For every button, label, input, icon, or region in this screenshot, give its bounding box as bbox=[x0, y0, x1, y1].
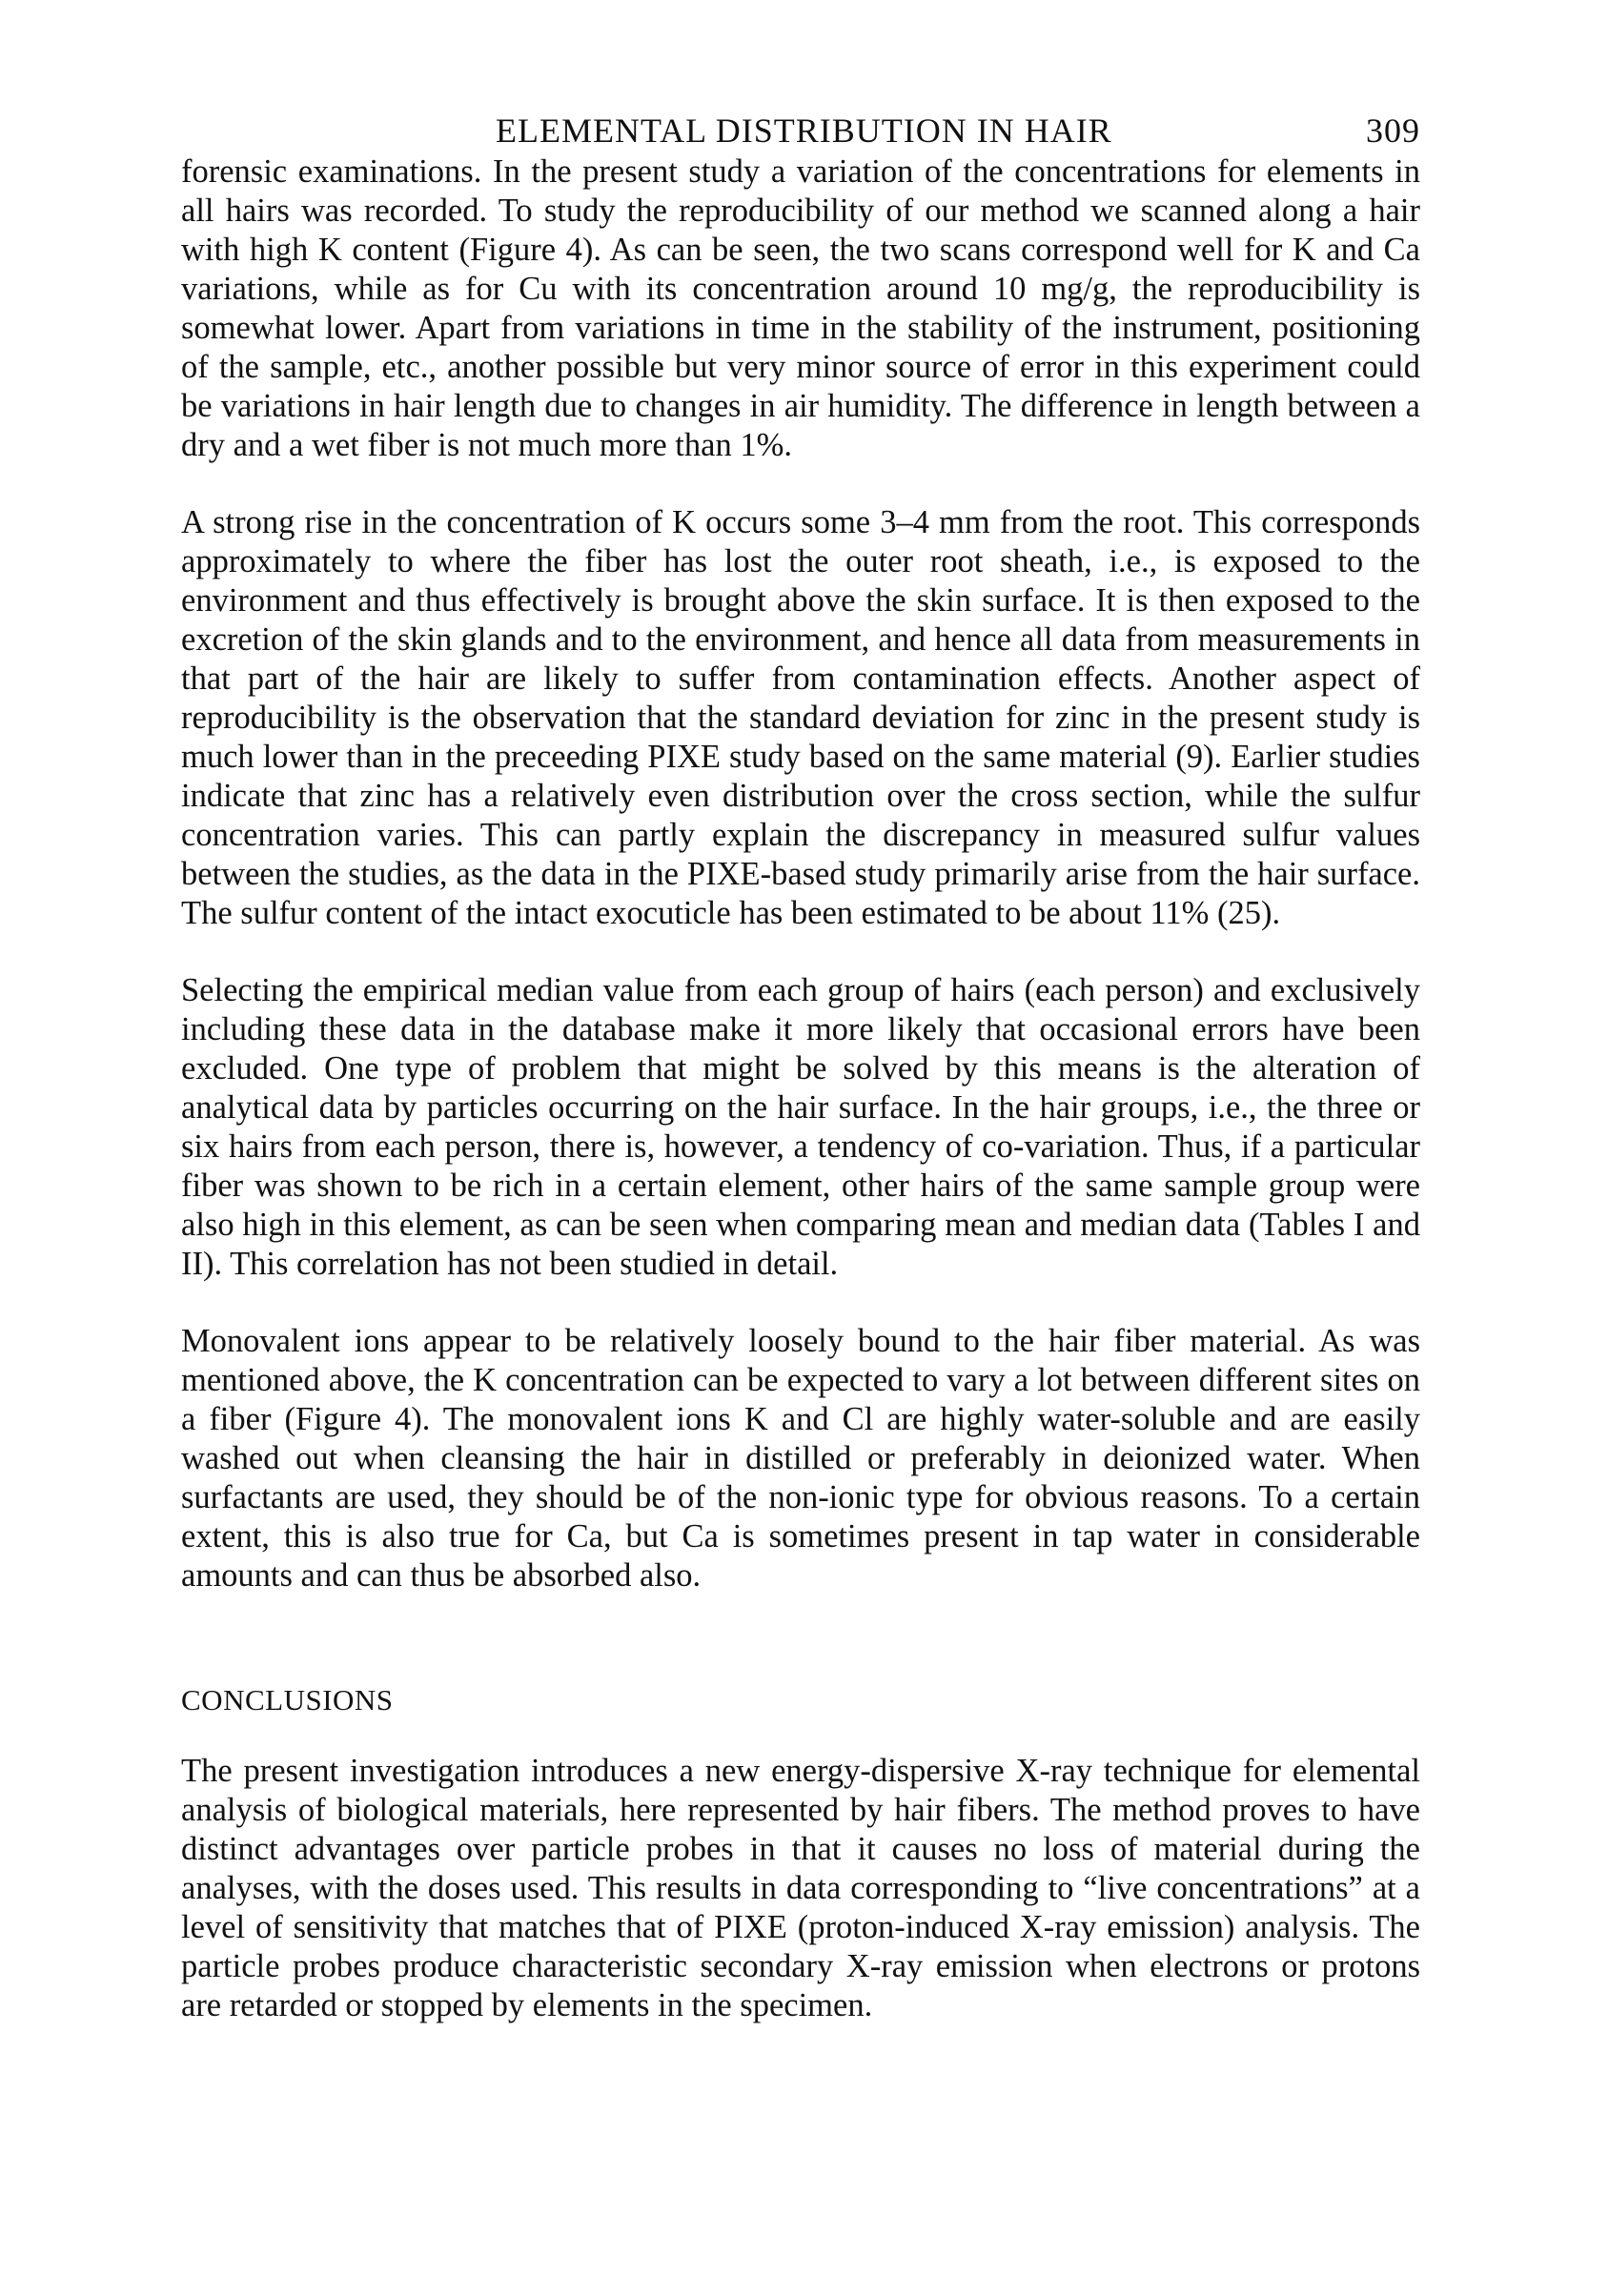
journal-page bbox=[181, 95, 1420, 2025]
paragraph-reproducibility: forensic examinations. In the present study a variation of the concentrations for elements in all hairs was recorded. To study the reproducibility of our method we scanned along a hair with high K content (Figure 4). As can be seen, the two scans correspond well for K and Ca variations, while as for Cu with its concentration around 10 mg/g, the reproducibility is somewhat lower. Apart from variations in time in the stability of the instrument, positioning of the sample, etc., another possible but very minor source of error in this experiment could be variations in hair length due to changes in air humidity. The difference in length between a dry and a wet fiber is not much more than 1%. bbox=[181, 153, 1420, 463]
paragraph-potassium-rise: A strong rise in the concentration of K occurs some 3–4 mm from the root. This corresponds approximately to where the fiber has lost the outer root sheath, i.e., is exposed to the environment and thus effectively is brought above the skin surface. It is then exposed to the excretion of the skin glands and to the environment, and hence all data from measurements in that part of the hair are likely to suffer from contamination effects. Another aspect of reproducibility is the observation that the standard deviation for zinc in the present study is much lower than in the preceeding PIXE study based on the same material (9). Earlier studies indicate that zinc has a relatively even distribution over the cross section, while the sulfur concentration varies. This can partly explain the discrepancy in measured sulfur values between the studies, as the data in the PIXE-based study primarily arise from the hair surface. The sulfur content of the intact exocuticle has been estimated to be about 11% (25). bbox=[181, 504, 1420, 931]
paragraph-conclusions: The present investigation introduces a new energy-dispersive X-ray technique for elemental analysis of biological materials, here represented by hair fibers. The method proves to have distinct advantages over particle probes in that it causes no loss of material during the analyses, with the doses used. This results in data corresponding to “live concentrations” at a level of sensitivity that matches that of PIXE (proton-induced X-ray emission) analysis. The particle probes produce characteristic secondary X-ray emission when electrons or protons are retarded or stopped by elements in the specimen. bbox=[181, 1753, 1420, 2023]
body-text bbox=[181, 152, 1420, 1595]
section-heading: CONCLUSIONS bbox=[181, 1683, 394, 1717]
running-head bbox=[181, 95, 1420, 152]
paragraph-median-selection: Selecting the empirical median value from each group of hairs (each person) and exclusively including these data in the database make it more likely that occasional errors have been excluded. One type of problem that might be solved by this means is the alteration of analytical data by particles occurring on the hair surface. In the hair groups, i.e., the three or six hairs from each person, there is, however, a tendency of co-variation. Thus, if a particular fiber was shown to be rich in a certain element, other hairs of the same sample group were also high in this element, as can be seen when comparing mean and median data (Tables I and II). This correlation has not been studied in detail. bbox=[181, 972, 1420, 1282]
paragraph-monovalent-ions: Monovalent ions appear to be relatively loosely bound to the hair fiber material. As was mentioned above, the K concentration can be expected to vary a lot between different sites on a fiber (Figure 4). The monovalent ions K and Cl are highly water-soluble and are easily washed out when cleansing the hair in distilled or preferably in deionized water. When surfactants are used, they should be of the non-ionic type for obvious reasons. To a certain extent, this is also true for Ca, but Ca is sometimes present in tap water in considerable amounts and can thus be absorbed also. bbox=[181, 1323, 1420, 1594]
conclusions-section bbox=[181, 1683, 1420, 2025]
page-number: 309 bbox=[1366, 112, 1420, 150]
running-title: ELEMENTAL DISTRIBUTION IN HAIR bbox=[496, 112, 1112, 150]
